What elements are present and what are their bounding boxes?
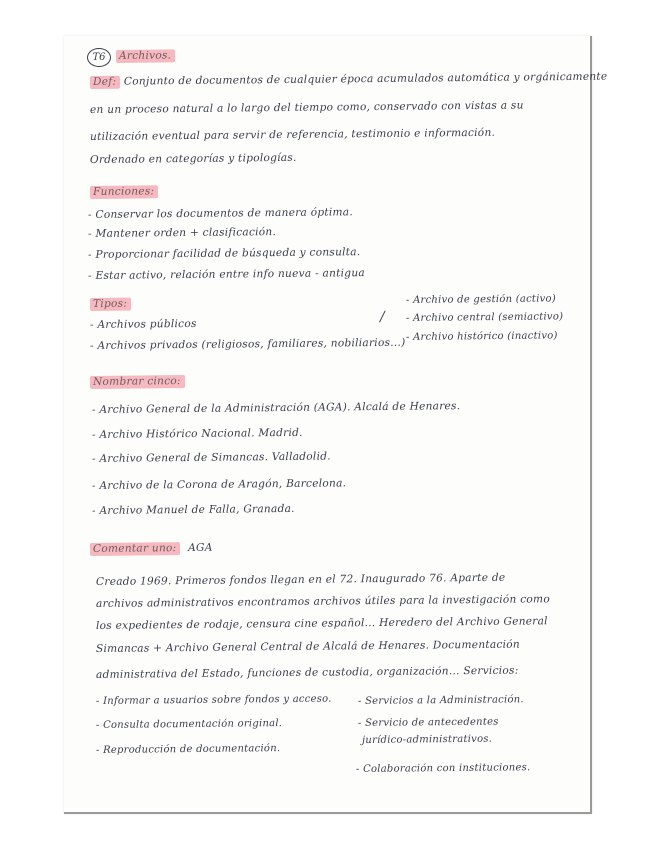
comentar-heading: [90, 542, 213, 555]
list-item: - Mantener orden + clasificación.: [87, 226, 277, 240]
list-item: - Archivo histórico (inactivo): [405, 330, 558, 343]
list-item: - Servicio de antecedentes: [357, 716, 499, 729]
funciones-heading: [90, 185, 158, 198]
list-item: - Informar a usuarios sobre fondos y acceso.: [95, 693, 332, 707]
list-item: - Proporcionar facilidad de búsqueda y consulta.: [87, 246, 361, 261]
list-item: - Reproducción de documentación.: [95, 743, 281, 756]
tipos-heading: [90, 298, 131, 310]
list-item: - Archivo de la Corona de Aragón, Barcelona.: [91, 477, 347, 492]
page-title-text: Archivos.: [116, 49, 175, 63]
comentar-line: administrativa del Estado, funciones de custodia, organización... Servicios:: [95, 664, 519, 681]
topic-number-badge: T6: [87, 48, 111, 67]
tipos-label: Tipos:: [90, 298, 131, 311]
separator-slash: /: [379, 308, 386, 325]
list-item: - Archivo General de Simancas. Valladolid.: [91, 450, 331, 465]
list-item: - Consulta documentación original.: [95, 718, 283, 731]
funciones-label: Funciones:: [90, 185, 158, 199]
list-item: - Estar activo, relación entre info nueva - antigua: [87, 267, 366, 282]
list-item: - Archivo de gestión (activo): [405, 293, 557, 306]
page-title: [116, 49, 175, 62]
comentar-subject: AGA: [188, 541, 213, 554]
list-item: - Archivos públicos: [89, 317, 197, 331]
definition-label: Def:: [90, 76, 120, 89]
definition-text: Conjunto de documentos de cualquier época acumulados automática y orgánicamente: [123, 70, 608, 88]
list-item: - Archivo General de la Administración (AGA). Alcalá de Henares.: [91, 400, 461, 416]
comentar-label: Comentar uno:: [90, 542, 181, 556]
list-item-continuation: jurídico-administrativos.: [361, 733, 493, 746]
comentar-line: Simancas + Archivo General Central de Alcalá de Henares. Documentación: [95, 638, 521, 655]
comentar-line: archivos administrativos encontramos archivos útiles para la investigación como: [95, 593, 551, 610]
list-item: - Colaboración con instituciones.: [355, 762, 531, 775]
nombrar-heading: [90, 375, 185, 388]
comentar-line: Creado 1969. Primeros fondos llegan en el 72. Inaugurado 76. Aparte de: [95, 571, 506, 588]
comentar-line: los expedientes de rodaje, censura cine español... Heredero del Archivo General: [95, 615, 548, 632]
list-item: - Archivo Histórico Nacional. Madrid.: [91, 426, 303, 441]
definition-line: Ordenado en categorías y tipologías.: [89, 151, 297, 166]
list-item: - Archivo Manuel de Falla, Granada.: [91, 502, 295, 517]
definition-line: utilización eventual para servir de referencia, testimonio e información.: [89, 126, 496, 143]
list-item: - Archivo central (semiactivo): [405, 311, 564, 324]
definition-line: en un proceso natural a lo largo del tiempo como, conservado con vistas a su: [89, 99, 524, 116]
list-item: - Archivos privados (religiosos, familiares, nobiliarios...): [89, 336, 406, 352]
list-item: - Conservar los documentos de manera óptima.: [87, 206, 354, 221]
list-item: - Servicios a la Administración.: [357, 694, 524, 707]
nombrar-label: Nombrar cinco:: [90, 375, 185, 389]
